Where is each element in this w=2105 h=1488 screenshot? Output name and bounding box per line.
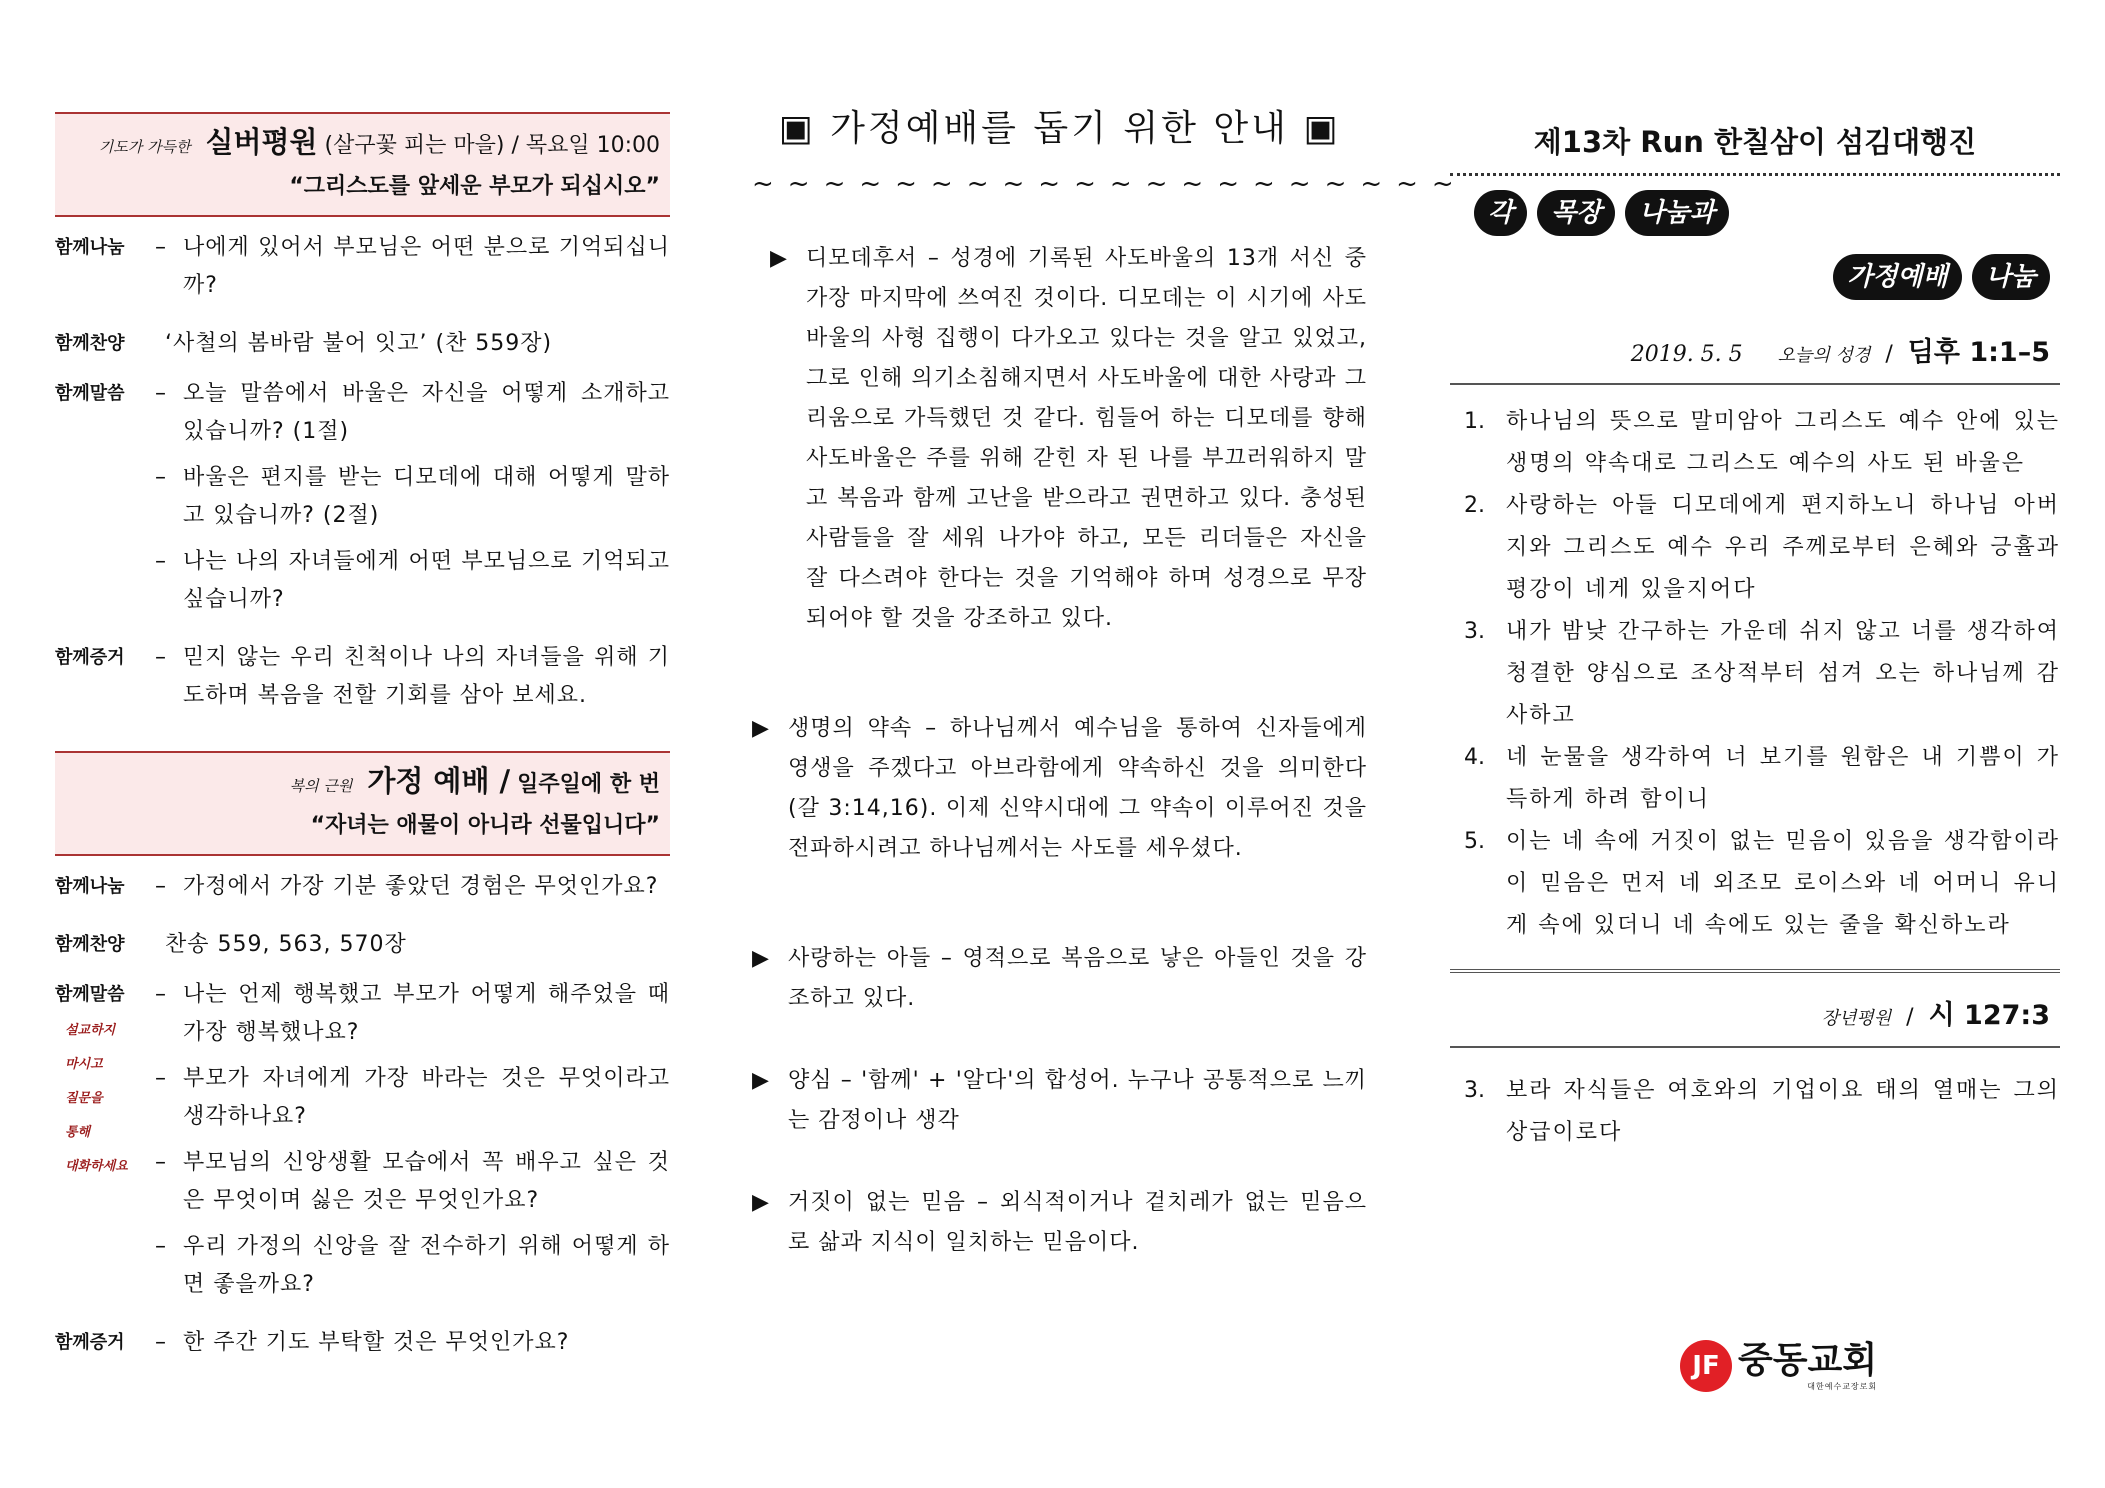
dotted-divider: [1450, 173, 2060, 176]
double-divider: [1450, 969, 2060, 973]
section2-jeunggeo: [55, 1324, 670, 1370]
arrow-icon: ▶: [752, 1068, 769, 1093]
row-label: 함께나눔: [55, 876, 125, 897]
header-rest: 일주일에 한 번: [517, 772, 660, 797]
verse-item: 4. 네 눈물을 생각하여 너 보기를 원함은 내 기쁨이 가득하게 하려 함이니: [1464, 745, 2060, 812]
row-label: 함께찬양: [55, 333, 125, 354]
church-logo-icon: JF: [1680, 1340, 1732, 1392]
arrow-icon: ▶: [770, 246, 787, 271]
silver-plain-header-line: [65, 122, 660, 167]
list-item: – 믿지 않는 우리 친척이나 나의 자녀들을 위해 기도하며 복음을 전할 기회를 삼아 보세요.: [155, 645, 670, 708]
list-item: – 부모님의 신앙생활 모습에서 꼭 배우고 싶은 것은 무엇이며 싫은 것은 무엇인가요?: [155, 1150, 670, 1213]
header-subtitle: “그리스도를 앞세운 부모가 되십시오”: [289, 174, 660, 199]
header-title: 가정 예배 /: [367, 764, 511, 798]
today-scripture-line: 2019. 5. 5 오늘의 성경 / 딤후 1:1–5: [1630, 337, 2050, 368]
guide-title: ▣ 가정예배를 돕기 위한 안내 ▣: [778, 108, 1341, 149]
silver-plain-header: [55, 112, 670, 217]
note-line: 마시고: [65, 1057, 103, 1072]
verse-item: 1. 하나님의 뜻으로 말미암아 그리스도 예수 안에 있는 생명의 약속대로 그리스도 예수의 사도 된 바울은: [1464, 409, 2060, 476]
list-item: – 오늘 말씀에서 바울은 자신을 어떻게 소개하고 있습니까? (1절): [155, 381, 670, 444]
row-label: 함께증거: [55, 1332, 125, 1353]
section1-chanyang: [55, 325, 670, 363]
header-small-text: 복의 근원: [289, 777, 353, 795]
youth-scripture-line: 장년평원 / 시 127:3: [1821, 1000, 2050, 1031]
guide-item: ▶ 생명의 약속 – 하나님께서 예수님을 통하여 신자들에게 영생을 주겠다고 아브라함에게 약속하신 것을 의미한다(갈 3:14,16). 이제 신약시대에 그 약속이 이루어진 것을 전파하시려고 하나님께서는 사도를 세우셨다.: [752, 709, 1367, 869]
campaign-title: 제13차 Run 한칠삼이 섬김대행진: [1533, 125, 1977, 159]
church-denomination: 대한예수교장로회: [1807, 1381, 1878, 1391]
youth-reference: 시 127:3: [1928, 1000, 2050, 1031]
guide-item: ▶ 양심 – '함께' + '알다'의 합성어. 누구나 공통적으로 느끼는 감정이나 생각: [752, 1061, 1367, 1141]
list-item: – 나에게 있어서 부모님은 어떤 분으로 기억되십니까?: [155, 235, 670, 298]
pill-label: 가정예배: [1833, 254, 1961, 300]
verse-item: 3. 보라 자식들은 여호와의 기업이요 태의 열매는 그의 상급이로다: [1464, 1078, 2060, 1145]
header-rest: (살구꽃 피는 마을) / 목요일 10:00: [324, 133, 660, 158]
church-name: 중동교회: [1738, 1339, 1878, 1381]
hymn-text: ‘사철의 봄바람 불어 잇고’ (찬 559장): [165, 331, 553, 356]
middle-column: [752, 0, 1468, 1263]
row-label: 함께말씀 설교하지 마시고 질문을 통해 대화하세요: [55, 976, 155, 1312]
list-item: – 우리 가정의 신앙을 잘 전수하기 위해 어떻게 하면 좋을까요?: [155, 1234, 670, 1297]
pill-label: 각: [1474, 190, 1527, 236]
left-column: [55, 0, 670, 1370]
list-item: – 한 주간 기도 부탁할 것은 무엇인가요?: [155, 1330, 570, 1355]
guide-item: ▶ 디모데후서 – 성경에 기록된 사도바울의 13개 서신 중 가장 마지막에 쓰여진 것이다. 디모데는 이 시기에 사도바울의 사형 집행이 다가오고 있다는 것을 알고 있었고, 그로 인해 의기소침해지면서 사도바울에 대한 사랑과 그리움으로 가득했던 것 같다. 힘들어 하는 디모데를 향해 사도바울은 주를 위해 갇힌 자 된 나를 부끄러워하지 말고 복음과 함께 고난을 받으라고 권면하고 있다. 충성된 사람들을 잘 세워 나가야 하고, 모든 리더들은 자신을 잘 다스려야 한다는 것을 기억해야 하며 성경으로 무장되어야 할 것을 강조하고 있다.: [752, 239, 1367, 639]
verse-item: 3. 내가 밤낮 간구하는 가운데 쉬지 않고 너를 생각하여 청결한 양심으로 조상적부터 섬겨 오는 하나님께 감사하고: [1464, 619, 2060, 728]
youth-verses: [1450, 1070, 2060, 1154]
pill-label: 나눔과: [1625, 190, 1728, 236]
header-title: 실버평원: [205, 125, 318, 159]
tilde-divider: ~~~~~~~~~~~~~~~~~~~~: [752, 169, 1468, 199]
today-label: 오늘의 성경: [1777, 345, 1871, 366]
scripture-verses: [1450, 401, 2060, 947]
section2-nanum: [55, 868, 670, 914]
note-line: 대화하세요: [65, 1159, 128, 1174]
arrow-icon: ▶: [752, 1190, 769, 1215]
pill-label: 목장: [1537, 190, 1615, 236]
list-item: – 가정에서 가장 기분 좋았던 경험은 무엇인가요?: [155, 874, 659, 899]
hymn-text: 찬송 559, 563, 570장: [165, 932, 407, 957]
pill-label: 나눔: [1972, 254, 2050, 300]
note-line: 질문을: [65, 1091, 103, 1106]
row-label: 함께나눔: [55, 237, 125, 258]
right-column: [1450, 0, 2060, 1154]
guide-item: ▶ 거짓이 없는 믿음 – 외식적이거나 겉치레가 없는 믿음으로 삶과 지식이 일치하는 믿음이다.: [752, 1183, 1367, 1263]
section1-nanum: [55, 229, 670, 313]
arrow-icon: ▶: [752, 946, 769, 971]
note-line: 통해: [65, 1125, 91, 1140]
arrow-icon: ▶: [752, 716, 769, 741]
header-subtitle: “자녀는 애물이 아니라 선물입니다”: [310, 813, 660, 838]
row-label: 함께말씀: [55, 383, 125, 404]
youth-label: 장년평원: [1821, 1008, 1892, 1029]
header-small-text: 기도가 가득한: [98, 138, 191, 156]
row-label: 함께찬양: [55, 934, 125, 955]
family-worship-header-line: [65, 761, 660, 806]
section2-chanyang: [55, 926, 670, 964]
pill-row-bottom: [1450, 254, 2060, 300]
pill-row-top: [1450, 190, 2060, 236]
list-item: – 나는 나의 자녀들에게 어떤 부모님으로 기억되고 싶습니까?: [155, 549, 670, 612]
verse-item: 2. 사랑하는 아들 디모데에게 편지하노니 하나님 아버지와 그리스도 예수 우리 주께로부터 은혜와 긍휼과 평강이 네게 있을지어다: [1464, 493, 2060, 602]
date-text: 2019. 5. 5: [1630, 342, 1743, 367]
church-logo: [1680, 1340, 1877, 1392]
family-worship-header: [55, 751, 670, 856]
list-item: – 나는 언제 행복했고 부모가 어떻게 해주었을 때 가장 행복했나요?: [155, 982, 670, 1045]
section1-malsseum: [55, 375, 670, 627]
verse-item: 5. 이는 네 속에 거짓이 없는 믿음이 있음을 생각함이라 이 믿음은 먼저 네 외조모 로이스와 네 어머니 유니게 속에 있더니 네 속에도 있는 줄을 확신하노라: [1464, 829, 2060, 938]
row-label: 함께증거: [55, 647, 125, 668]
today-reference: 딤후 1:1–5: [1907, 337, 2050, 368]
list-item: – 부모가 자녀에게 가장 바라는 것은 무엇이라고 생각하나요?: [155, 1066, 670, 1129]
divider: [1450, 1046, 2060, 1048]
note-line: 설교하지: [65, 1023, 116, 1038]
divider: [1450, 383, 2060, 385]
list-item: – 바울은 편지를 받는 디모데에 대해 어떻게 말하고 있습니까? (2절): [155, 465, 670, 528]
section1-jeunggeo: [55, 639, 670, 723]
guide-item: ▶ 사랑하는 아들 – 영적으로 복음으로 낳은 아들인 것을 강조하고 있다.: [752, 939, 1367, 1019]
section2-malsseum: [55, 976, 670, 1312]
